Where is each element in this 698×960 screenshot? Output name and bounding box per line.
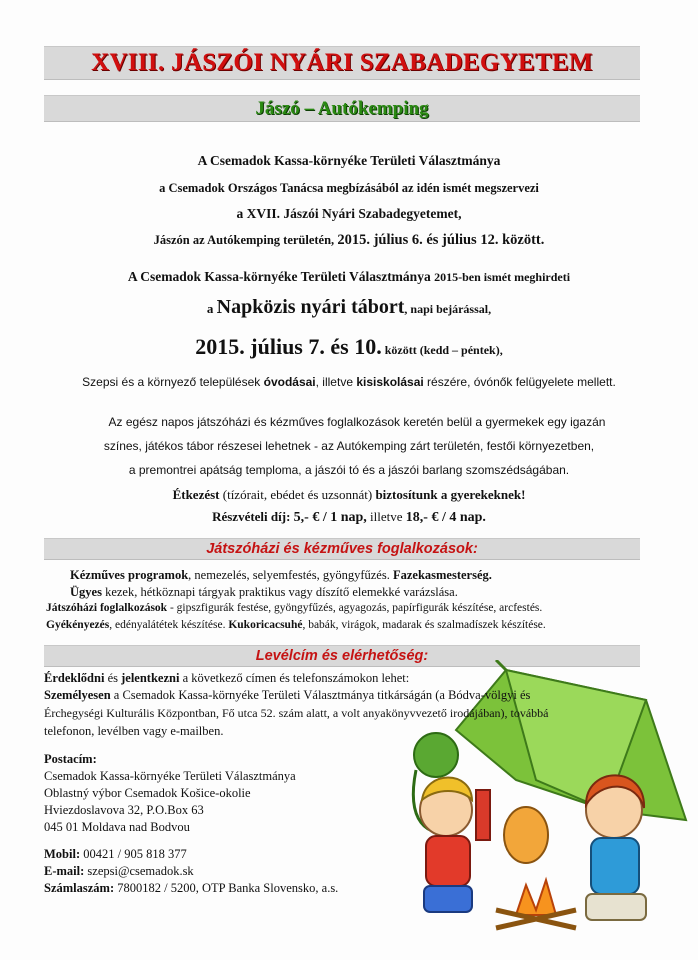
- account-line: [44, 881, 338, 896]
- intro-line-6-a: a: [206, 301, 217, 316]
- activity-line-2: [70, 585, 458, 600]
- intro-line-4: [0, 232, 698, 249]
- fee-connector: illetve: [366, 509, 406, 524]
- intro-line-8-e: részére, óvónők felügyelete mellett.: [423, 375, 616, 389]
- intro-line-3: a XVII. Jászói Nyári Szabadegyetemet,: [236, 206, 462, 221]
- intro-line-6-c: , napi bejárással,: [404, 302, 492, 316]
- day-camp-dates: 2015. július 7. és 10.: [195, 334, 382, 359]
- fee-four-days: 18,- € / 4 nap.: [405, 510, 486, 525]
- postal-line-2: Oblastný výbor Csemadok Košice-okolie: [44, 786, 251, 800]
- intro-line-8: [0, 375, 698, 389]
- contact-1-b: és: [104, 671, 122, 685]
- intro-line-4-text: Jászón az Autókemping területén,: [153, 233, 338, 247]
- description-line-2: színes, játékos tábor részesei lehetnek - az Autókemping zárt területén, festői környezetben,: [103, 439, 595, 453]
- fee-one-day: 5,- € / 1 nap,: [293, 510, 367, 525]
- intro-line-5-text: A Csemadok Kassa-környéke Területi Választmánya: [127, 269, 435, 284]
- activity-4-c: Kukoricacsuhé: [228, 619, 303, 631]
- main-title: XVIII. JÁSZÓI NYÁRI SZABADEGYETEM: [44, 46, 640, 80]
- description-line-3: a premontrei apátság temploma, a jászói tó és a jászói barlang szomszédságában.: [128, 463, 570, 477]
- camp-dates: 2015. július 6. és július 12. között.: [337, 232, 545, 248]
- contact-line-2: [44, 688, 530, 703]
- contact-line-3: Érchegységi Kulturális Központban, Fő utca 52. szám alatt, a volt anyakönyvvezető irodájában), továbbá: [44, 706, 549, 720]
- activity-4-b: , edényalátétek készítése.: [109, 619, 229, 631]
- contact-1-c: jelentkezni: [121, 671, 180, 685]
- postal-label: Postacím:: [44, 752, 97, 766]
- intro-line-8-d: kisiskolásai: [356, 375, 424, 389]
- contact-1-d: a következő címen és telefonszámokon lehet:: [179, 671, 410, 685]
- activity-1-a: Kézműves programok: [70, 568, 189, 582]
- email-label: E-mail:: [44, 864, 85, 878]
- intro-line-8-a: Szepsi és a környező települések: [82, 375, 264, 389]
- camping-children-illustration: [396, 660, 690, 952]
- description-line-5: [0, 509, 698, 526]
- meals-label: Étkezést: [172, 487, 220, 502]
- mobile-number: 00421 / 905 818 377: [80, 847, 187, 861]
- email-line: [44, 864, 194, 879]
- activity-1-b: , nemezelés, selyemfestés, gyöngyfűzés.: [188, 568, 393, 582]
- contact-1-a: Érdeklődni: [44, 671, 105, 685]
- activity-4-d: , babák, virágok, madarak és szalmadíszek készítése.: [302, 619, 546, 631]
- day-camp-days: között (kedd – péntek),: [381, 343, 503, 357]
- postal-line-3: Hviezdoslavova 32, P.O.Box 63: [44, 803, 204, 817]
- mobile-line: [44, 847, 187, 862]
- contact-2-a: Személyesen: [44, 688, 111, 702]
- intro-line-1: A Csemadok Kassa-környéke Területi Választmánya: [197, 153, 501, 168]
- activity-2-b: kezek, hétköznapi tárgyak praktikus vagy díszítő elemekké varázslása.: [101, 585, 458, 599]
- postal-line-1: Csemadok Kassa-környéke Területi Választmánya: [44, 769, 296, 783]
- intro-line-5: [0, 269, 698, 285]
- intro-line-5-year: 2015-ben ismét meghirdeti: [434, 270, 571, 284]
- activity-2-a: Ügyes: [70, 585, 102, 599]
- fee-label: Részvételi díj:: [212, 509, 294, 524]
- activities-heading: Játszóházi és kézműves foglalkozások:: [44, 538, 640, 560]
- email-address[interactable]: szepsi@csemadok.sk: [84, 864, 194, 878]
- intro-line-6: [0, 296, 698, 319]
- contact-line-1: [44, 671, 409, 686]
- account-label: Számlaszám:: [44, 881, 115, 895]
- activity-3-a: Játszóházi foglalkozások: [46, 602, 168, 614]
- mobile-label: Mobil:: [44, 847, 81, 861]
- subtitle-location: Jászó – Autókemping: [44, 95, 640, 122]
- activity-3-b: - gipszfigurák festése, gyöngyfűzés, agyagozás, papírfigurák készítése, arcfestés.: [167, 602, 543, 614]
- activity-line-3: [46, 602, 542, 614]
- activity-1-c: Fazekasmesterség.: [392, 568, 492, 582]
- day-camp-name: Napközis nyári tábort: [216, 296, 405, 318]
- intro-line-7: [0, 334, 698, 360]
- description-line-1: Az egész napos játszóházi és kézműves foglalkozások keretén belül a gyermekek egy igazán: [108, 415, 606, 429]
- intro-line-2: a Csemadok Országos Tanácsa megbízásából az idén ismét megszervezi: [159, 181, 539, 195]
- activity-line-1: [70, 568, 492, 583]
- activity-line-4: [46, 619, 546, 631]
- activity-4-a: Gyékényezés: [46, 619, 110, 631]
- postal-line-4: 045 01 Moldava nad Bodvou: [44, 820, 190, 834]
- contact-2-b: a Csemadok Kassa-környéke Területi Választmánya titkárságán (a Bódva-völgyi és: [110, 688, 531, 702]
- intro-line-8-b: óvodásai: [263, 375, 316, 389]
- meals-detail: (tízórait, ebédet és uzsonnát): [219, 487, 376, 502]
- intro-line-8-c: , illetve: [315, 375, 357, 389]
- description-line-4: [0, 487, 698, 503]
- contact-line-4: telefonon, levélben vagy e-mailben.: [44, 724, 224, 738]
- account-number: 7800182 / 5200, OTP Banka Slovensko, a.s.: [114, 881, 339, 895]
- meals-provided: biztosítunk a gyerekeknek!: [375, 487, 526, 502]
- contact-heading: Levélcím és elérhetőség:: [44, 645, 640, 667]
